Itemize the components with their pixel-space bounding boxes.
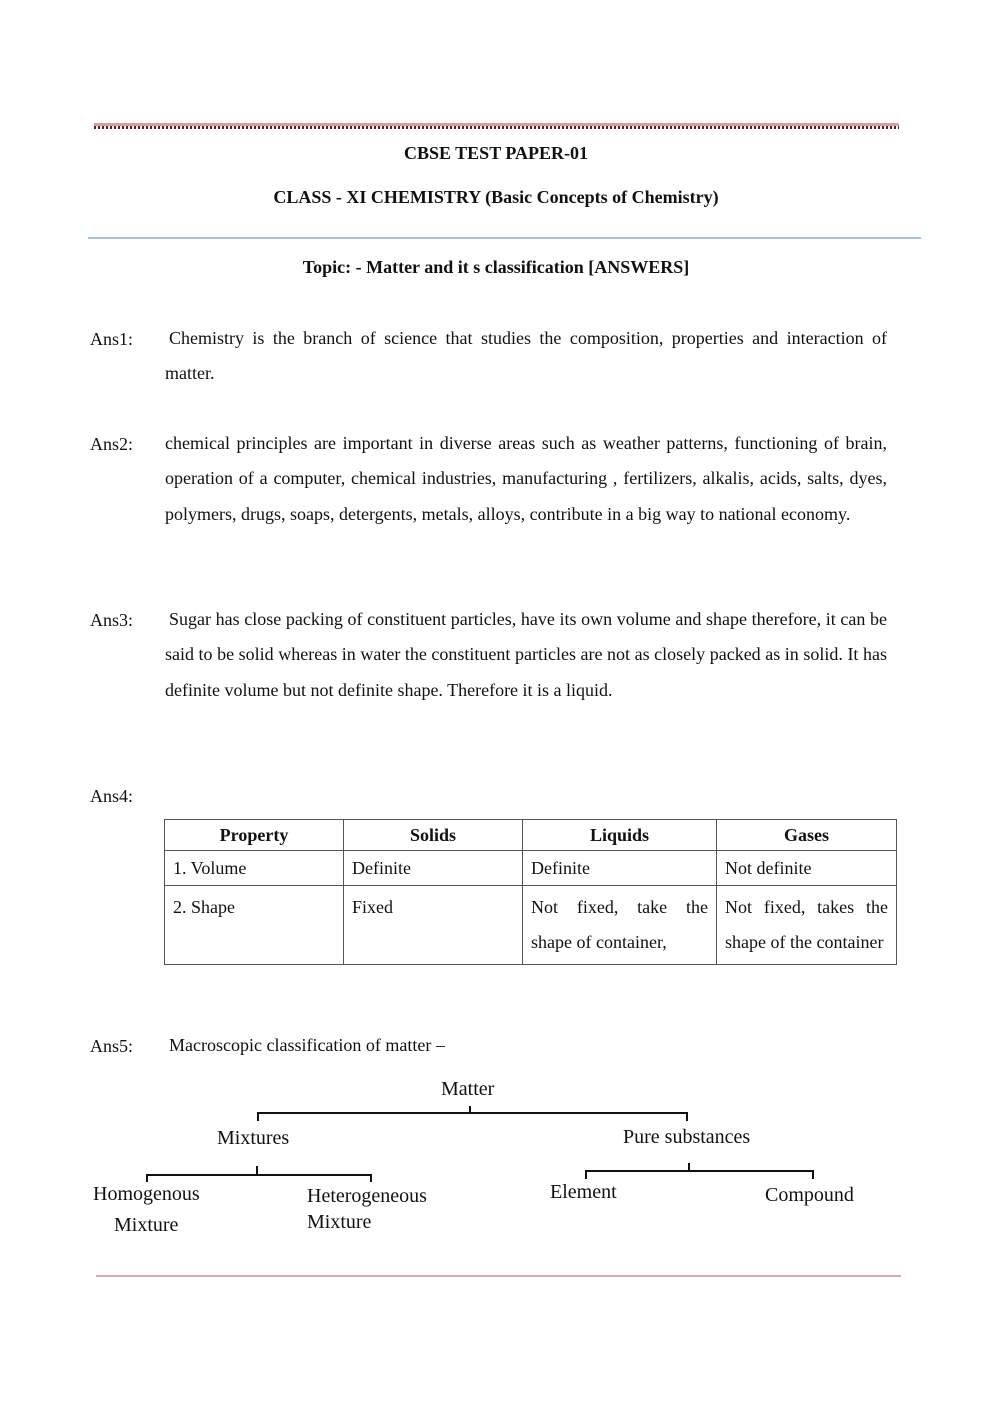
answer-5-text: Macroscopic classification of matter – [169, 1035, 445, 1055]
footer-divider [96, 1275, 901, 1277]
connector [257, 1112, 259, 1121]
answer-1-label: Ans1: [90, 329, 134, 349]
node-homogenous-line2: Mixture [114, 1214, 179, 1236]
answer-5-label: Ans5: [90, 1036, 134, 1056]
connector [370, 1174, 372, 1182]
connector [686, 1112, 688, 1121]
table-header: Liquids [523, 820, 717, 851]
table-header: Solids [344, 820, 523, 851]
answer-3-label: Ans3: [90, 610, 134, 630]
connector [146, 1174, 372, 1176]
node-heterogeneous-line1: Heterogeneous [307, 1185, 427, 1207]
table-header: Gases [717, 820, 897, 851]
table-cell: Not fixed, takes the shape of the container [717, 886, 897, 965]
node-pure-substances: Pure substances [623, 1126, 751, 1148]
answer-1-text: Chemistry is the branch of science that studies the composition, properties and interaction of matter. [165, 328, 887, 384]
table-cell: Not fixed, take the shape of container, [523, 886, 717, 965]
table-cell: 2. Shape [165, 886, 344, 965]
node-homogenous-line1: Homogenous [93, 1183, 200, 1205]
node-mixtures: Mixtures [217, 1127, 290, 1149]
node-element: Element [550, 1181, 617, 1203]
connector [585, 1170, 814, 1172]
table-cell: Fixed [344, 886, 523, 965]
table-cell: Definite [523, 851, 717, 886]
answer-2-text: chemical principles are important in diverse areas such as weather patterns, functioning of brain, operation of a computer, chemical industries, manufacturing , fertilizers, alkalis, acids, salts, dyes, polymers, drugs, soaps, detergents, metals, alloys, contribute in a big way to national economy. [165, 433, 887, 524]
paper-title: CBSE TEST PAPER-01 [403, 143, 589, 163]
topic-heading: Topic: - Matter and it s classification [ANSWERS] [302, 257, 690, 277]
node-matter: Matter [441, 1078, 495, 1100]
paper-subtitle: CLASS - XI CHEMISTRY (Basic Concepts of Chemistry) [273, 187, 719, 207]
answer-3-text: Sugar has close packing of constituent particles, have its own volume and shape therefore, it can be said to be solid whereas in water the constituent particles are not as closely packed as in solid. It has definite volume but not definite shape. Therefore it is a liquid. [165, 609, 887, 700]
table-cell: Not definite [717, 851, 897, 886]
node-heterogeneous-line2: Mixture [307, 1211, 372, 1233]
connector [146, 1174, 148, 1182]
connector [257, 1112, 688, 1114]
table-header: Property [165, 820, 344, 851]
table-cell: Definite [344, 851, 523, 886]
answer-4-label: Ans4: [90, 786, 134, 806]
table-cell: 1. Volume [165, 851, 344, 886]
node-compound: Compound [765, 1184, 854, 1206]
connector [812, 1170, 814, 1179]
connector [585, 1170, 587, 1179]
answer-2-label: Ans2: [90, 434, 134, 454]
